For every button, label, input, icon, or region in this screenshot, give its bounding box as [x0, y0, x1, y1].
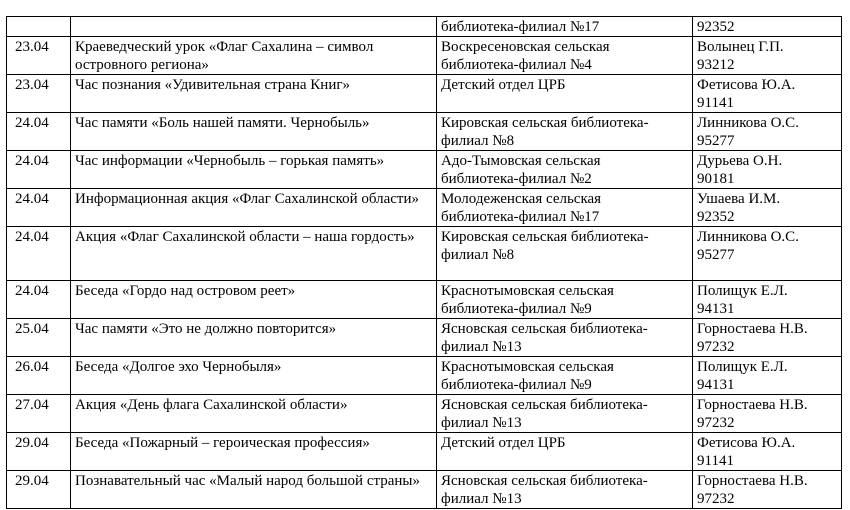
responsible-cell [693, 37, 842, 75]
event-cell: Беседа «Пожарный – героическая профессия» [71, 433, 437, 471]
responsible-cell [693, 319, 842, 357]
date-cell: 23.04 [7, 37, 71, 75]
responsible-name: 92352 [697, 19, 735, 35]
date-cell: 24.04 [7, 281, 71, 319]
place-line: библиотека-филиал №17 [441, 19, 600, 35]
place-line: Адо-Тымовская сельская [441, 153, 601, 169]
place-line: филиал №13 [441, 339, 522, 355]
place-line: филиал №13 [441, 491, 522, 507]
event-cell: Час познания «Удивительная страна Книг» [71, 75, 437, 113]
responsible-phone: 97232 [697, 339, 735, 355]
place-cell [437, 189, 693, 227]
place-line: библиотека-филиал №4 [441, 57, 592, 73]
responsible-cell [693, 17, 842, 37]
place-line: библиотека-филиал №17 [441, 209, 600, 225]
date-cell: 29.04 [7, 471, 71, 509]
responsible-name: Горностаева Н.В. [697, 321, 808, 337]
date-cell: 27.04 [7, 395, 71, 433]
date-cell: 24.04 [7, 151, 71, 189]
place-line: Краснотымовская сельская [441, 359, 614, 375]
place-line: Ясновская сельская библиотека- [441, 321, 648, 337]
responsible-cell [693, 433, 842, 471]
responsible-phone: 92352 [697, 209, 735, 225]
responsible-phone: 94131 [697, 377, 735, 393]
table-row [7, 17, 842, 37]
event-cell: Час информации «Чернобыль – горькая память» [71, 151, 437, 189]
responsible-name: Волынец Г.П. [697, 39, 784, 55]
responsible-phone: 97232 [697, 415, 735, 431]
responsible-phone: 93212 [697, 57, 735, 73]
place-cell [437, 319, 693, 357]
responsible-name: Линникова О.С. [697, 229, 799, 245]
place-cell [437, 395, 693, 433]
responsible-phone: 95277 [697, 133, 735, 149]
table-row [7, 433, 842, 471]
responsible-phone: 95277 [697, 247, 735, 263]
responsible-cell [693, 227, 842, 281]
date-cell: 24.04 [7, 227, 71, 281]
place-cell [437, 37, 693, 75]
responsible-name: Горностаева Н.В. [697, 473, 808, 489]
responsible-name: Фетисова Ю.А. [697, 435, 796, 451]
table-row [7, 37, 842, 75]
event-cell: Акция «Флаг Сахалинской области – наша гордость» [71, 227, 437, 281]
place-line: библиотека-филиал №9 [441, 301, 592, 317]
responsible-name: Ушаева И.М. [697, 191, 781, 207]
table-row [7, 227, 842, 281]
date-cell: 26.04 [7, 357, 71, 395]
place-line: филиал №8 [441, 247, 515, 263]
responsible-cell [693, 151, 842, 189]
table-row [7, 75, 842, 113]
event-cell: Беседа «Долгое эхо Чернобыля» [71, 357, 437, 395]
place-line: Кировская сельская библиотека- [441, 115, 649, 131]
place-line: Детский отдел ЦРБ [441, 77, 566, 93]
responsible-phone: 90181 [697, 171, 735, 187]
responsible-phone: 97232 [697, 491, 735, 507]
place-line: филиал №13 [441, 415, 522, 431]
place-line: Краснотымовская сельская [441, 283, 614, 299]
date-cell: 24.04 [7, 113, 71, 151]
responsible-cell [693, 189, 842, 227]
event-cell: Краеведческий урок «Флаг Сахалина – символ островного региона» [71, 37, 437, 75]
responsible-cell [693, 395, 842, 433]
responsible-name: Дурьева О.Н. [697, 153, 783, 169]
responsible-cell [693, 357, 842, 395]
place-line: Детский отдел ЦРБ [441, 435, 566, 451]
table-row [7, 319, 842, 357]
date-cell [7, 17, 71, 37]
place-cell [437, 17, 693, 37]
place-line: Ясновская сельская библиотека- [441, 473, 648, 489]
place-line: Кировская сельская библиотека- [441, 229, 649, 245]
events-table [6, 16, 842, 509]
place-line: Молодеженская сельская [441, 191, 602, 207]
responsible-cell [693, 471, 842, 509]
responsible-phone: 94131 [697, 301, 735, 317]
place-cell [437, 433, 693, 471]
event-cell: Акция «День флага Сахалинской области» [71, 395, 437, 433]
event-cell [71, 17, 437, 37]
responsible-name: Полищук Е.Л. [697, 283, 788, 299]
responsible-phone: 91141 [697, 453, 734, 469]
place-cell [437, 357, 693, 395]
responsible-name: Линникова О.С. [697, 115, 799, 131]
responsible-name: Фетисова Ю.А. [697, 77, 796, 93]
place-line: Воскресеновская сельская [441, 39, 610, 55]
place-cell [437, 471, 693, 509]
table-row [7, 395, 842, 433]
place-line: библиотека-филиал №2 [441, 171, 592, 187]
place-cell [437, 281, 693, 319]
table-row [7, 189, 842, 227]
event-cell: Познавательный час «Малый народ большой страны» [71, 471, 437, 509]
place-cell [437, 227, 693, 281]
event-cell: Беседа «Гордо над островом реет» [71, 281, 437, 319]
event-cell: Час памяти «Боль нашей памяти. Чернобыль» [71, 113, 437, 151]
table-row [7, 113, 842, 151]
table-row [7, 151, 842, 189]
place-line: Ясновская сельская библиотека- [441, 397, 648, 413]
date-cell: 25.04 [7, 319, 71, 357]
table-row [7, 357, 842, 395]
responsible-cell [693, 281, 842, 319]
date-cell: 24.04 [7, 189, 71, 227]
place-line: библиотека-филиал №9 [441, 377, 592, 393]
responsible-cell [693, 75, 842, 113]
responsible-name: Полищук Е.Л. [697, 359, 788, 375]
responsible-name: Горностаева Н.В. [697, 397, 808, 413]
table-row [7, 471, 842, 509]
responsible-cell [693, 113, 842, 151]
event-cell: Информационная акция «Флаг Сахалинской области» [71, 189, 437, 227]
table-row [7, 281, 842, 319]
place-cell [437, 113, 693, 151]
date-cell: 23.04 [7, 75, 71, 113]
responsible-phone: 91141 [697, 95, 734, 111]
date-cell: 29.04 [7, 433, 71, 471]
place-line: филиал №8 [441, 133, 515, 149]
place-cell [437, 151, 693, 189]
event-cell: Час памяти «Это не должно повторится» [71, 319, 437, 357]
place-cell [437, 75, 693, 113]
